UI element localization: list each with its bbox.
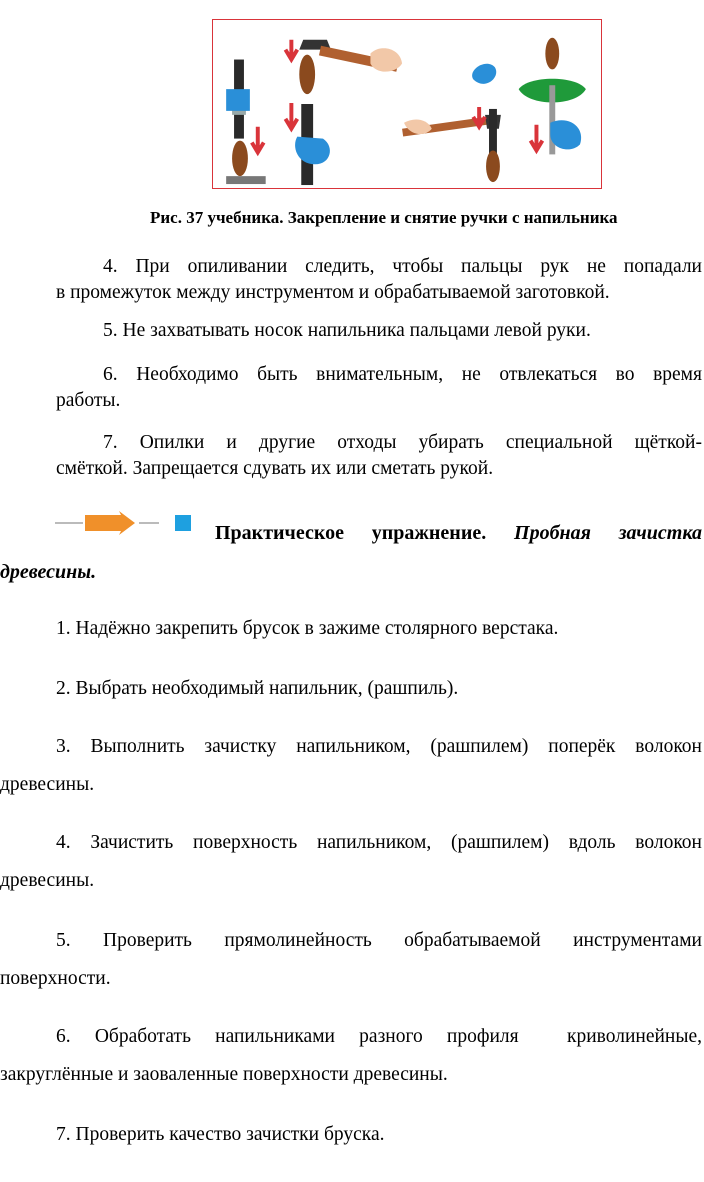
exercise-word-1: Практическое [215,522,344,544]
exercise-heading-cont: древесины. [0,561,97,583]
rule-6-line-2: работы. [56,390,121,411]
step-3-line-1: 3. Выполнить зачистку напильником, (рашпилем) поперёк волокон [56,736,702,757]
step-5-line-1: 5. Проверить прямолинейность обрабатываемой инструментами [56,930,702,951]
exercise-word-2: упражнение. [371,522,487,544]
step-3-line-2: древесины. [0,774,95,795]
exercise-word-4: зачистка [618,522,702,544]
figure-frame [212,19,602,189]
file-handle-illustration [213,20,601,188]
step-1: 1. Надёжно закрепить брусок в зажиме столярного верстака. [56,618,559,639]
step-7: 7. Проверить качество зачистки бруска. [56,1124,385,1145]
rule-7-line-2: смёткой. Запрещается сдувать их или сметать рукой. [56,458,494,479]
exercise-word-3: Пробная [514,522,591,544]
rule-4-line-2: в промежуток между инструментом и обрабатываемой заготовкой. [56,282,610,303]
step-6-line-2: закруглённые и заоваленные поверхности древесины. [0,1064,448,1085]
rule-4-line-1: 4. При опиливании следить, чтобы пальцы рук не попадали [103,256,702,277]
panel-4 [519,38,586,155]
exercise-square-icon [175,515,191,531]
panel-3 [402,64,501,182]
step-5-line-2: поверхности. [0,968,111,989]
step-4-line-2: древесины. [0,870,95,891]
panel-2 [285,40,402,185]
panel-1 [226,60,266,185]
figure-caption: Рис. 37 учебника. Закрепление и снятие ручки с напильника [150,208,618,227]
rule-5: 5. Не захватывать носок напильника пальцами левой руки. [103,320,591,341]
exercise-heading [215,522,702,545]
step-6-line-1: 6. Обработать напильниками разного профиля криволинейные, [56,1026,702,1047]
step-4-line-1: 4. Зачистить поверхность напильником, (рашпилем) вдоль волокон [56,832,702,853]
exercise-arrow-icon [55,509,210,539]
rule-6-line-1: 6. Необходимо быть внимательным, не отвлекаться во время [103,364,702,385]
step-2: 2. Выбрать необходимый напильник, (рашпиль). [56,678,459,699]
rule-7-line-1: 7. Опилки и другие отходы убирать специальной щёткой- [103,432,702,453]
